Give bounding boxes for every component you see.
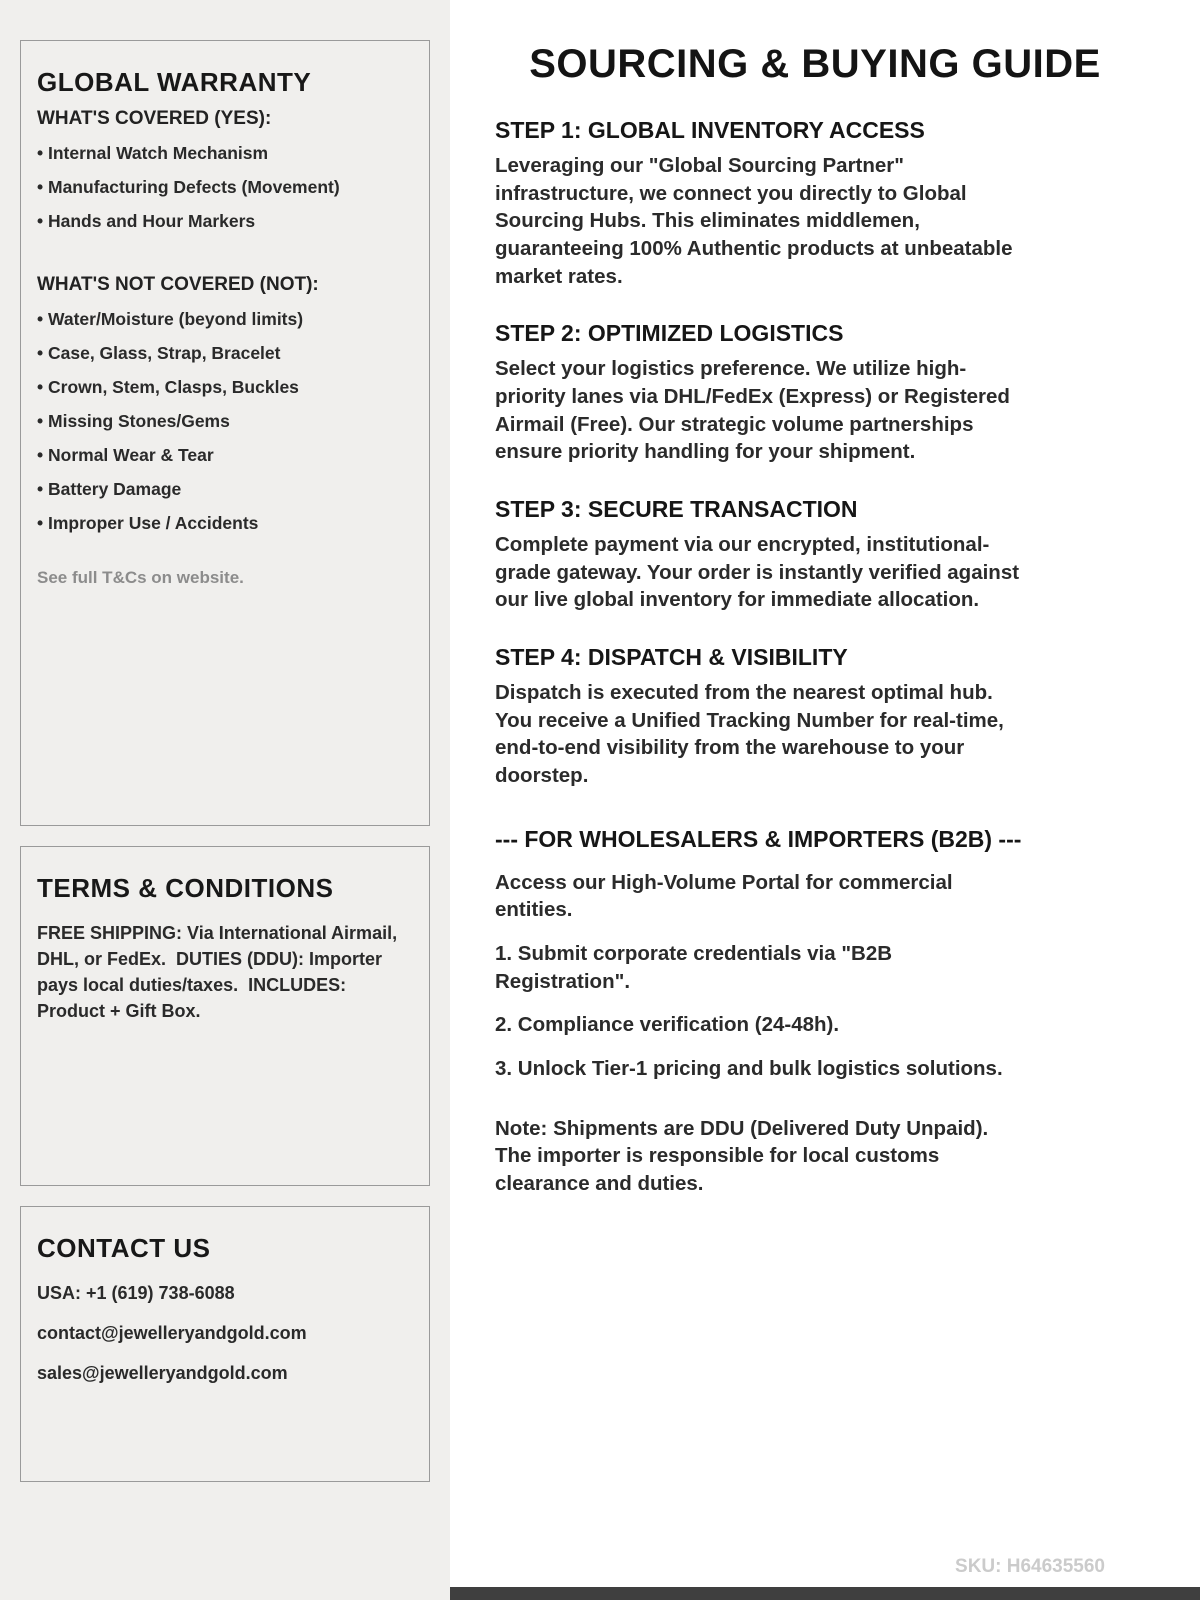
b2b-heading: --- FOR WHOLESALERS & IMPORTERS (B2B) --- bbox=[495, 825, 1022, 852]
warranty-footnote: See full T&Cs on website. bbox=[37, 568, 244, 587]
b2b-step-1: 1. Submit corporate credentials via "B2B Registration". bbox=[495, 942, 893, 993]
main-content bbox=[450, 0, 1200, 1600]
b2b-step-2: 2. Compliance verification (24-48h). bbox=[495, 1013, 840, 1037]
list-item: • Crown, Stem, Clasps, Buckles bbox=[37, 377, 413, 398]
step-4-heading: STEP 4: DISPATCH & VISIBILITY bbox=[495, 644, 848, 671]
b2b-intro: Access our High-Volume Portal for commercial entities. bbox=[495, 870, 953, 922]
contact-email-sales: sales@jewelleryandgold.com bbox=[37, 1363, 288, 1383]
list-item: • Missing Stones/Gems bbox=[37, 411, 413, 432]
terms-title: TERMS & CONDITIONS bbox=[37, 873, 334, 903]
step-2-heading: STEP 2: OPTIMIZED LOGISTICS bbox=[495, 320, 844, 347]
list-item: • Battery Damage bbox=[37, 479, 413, 500]
contact-section bbox=[20, 1206, 430, 1482]
bottom-bar bbox=[450, 1587, 1200, 1600]
page-title: SOURCING & BUYING GUIDE bbox=[529, 42, 1101, 86]
step-1-body: Leveraging our "Global Sourcing Partner" infrastructure, we connect you directly to Global Sourcing Hubs. This eliminates middlemen, guaranteeing 100% Authentic products at unbeatable market rates. bbox=[495, 154, 1013, 288]
step-2 bbox=[495, 320, 1135, 466]
covered-list bbox=[37, 143, 413, 232]
step-4-body: Dispatch is executed from the nearest optimal hub. You receive a Unified Tracking Number for real-time, end-to-end visibility from the warehouse to your doorstep. bbox=[495, 681, 1004, 788]
step-2-body: Select your logistics preference. We utilize high-priority lanes via DHL/FedEx (Express) or Registered Airmail (Free). Our strategic volume partnerships ensure priority handling for your shipment. bbox=[495, 357, 1010, 464]
terms-section bbox=[20, 846, 430, 1186]
b2b-note: Note: Shipments are DDU (Delivered Duty Unpaid). The importer is responsible for local customs clearance and duties. bbox=[495, 1116, 989, 1196]
terms-body: FREE SHIPPING: Via International Airmail, DHL, or FedEx. DUTIES (DDU): Importer pays local duties/taxes. INCLUDES: Product + Gift Box. bbox=[37, 923, 403, 1022]
step-3-body: Complete payment via our encrypted, institutional-grade gateway. Your order is instantly verified against our live global inventory for immediate allocation. bbox=[495, 533, 1020, 612]
b2b-step-3: 3. Unlock Tier-1 pricing and bulk logistics solutions. bbox=[495, 1057, 1003, 1081]
list-item: • Improper Use / Accidents bbox=[37, 513, 413, 534]
covered-heading: WHAT'S COVERED (YES): bbox=[37, 108, 272, 129]
contact-title: CONTACT US bbox=[37, 1233, 211, 1263]
step-1-heading: STEP 1: GLOBAL INVENTORY ACCESS bbox=[495, 117, 925, 143]
list-item: • Case, Glass, Strap, Bracelet bbox=[37, 343, 413, 364]
step-4 bbox=[495, 644, 1135, 790]
list-item: • Normal Wear & Tear bbox=[37, 445, 413, 466]
b2b-section bbox=[495, 826, 1135, 1198]
list-item: • Water/Moisture (beyond limits) bbox=[37, 309, 413, 330]
sku-label: SKU: H64635560 bbox=[955, 1556, 1105, 1577]
warranty-section bbox=[20, 40, 430, 826]
step-1 bbox=[495, 117, 1135, 290]
contact-phone: USA: +1 (619) 738-6088 bbox=[37, 1283, 235, 1303]
contact-email-primary: contact@jewelleryandgold.com bbox=[37, 1323, 307, 1343]
list-item: • Hands and Hour Markers bbox=[37, 211, 413, 232]
list-item: • Manufacturing Defects (Movement) bbox=[37, 177, 413, 198]
not-covered-list bbox=[37, 309, 413, 534]
sidebar bbox=[0, 0, 450, 1600]
warranty-title: GLOBAL WARRANTY bbox=[37, 67, 312, 97]
step-3 bbox=[495, 496, 1135, 614]
list-item: • Internal Watch Mechanism bbox=[37, 143, 413, 164]
not-covered-heading: WHAT'S NOT COVERED (NOT): bbox=[37, 274, 319, 295]
step-3-heading: STEP 3: SECURE TRANSACTION bbox=[495, 496, 858, 523]
